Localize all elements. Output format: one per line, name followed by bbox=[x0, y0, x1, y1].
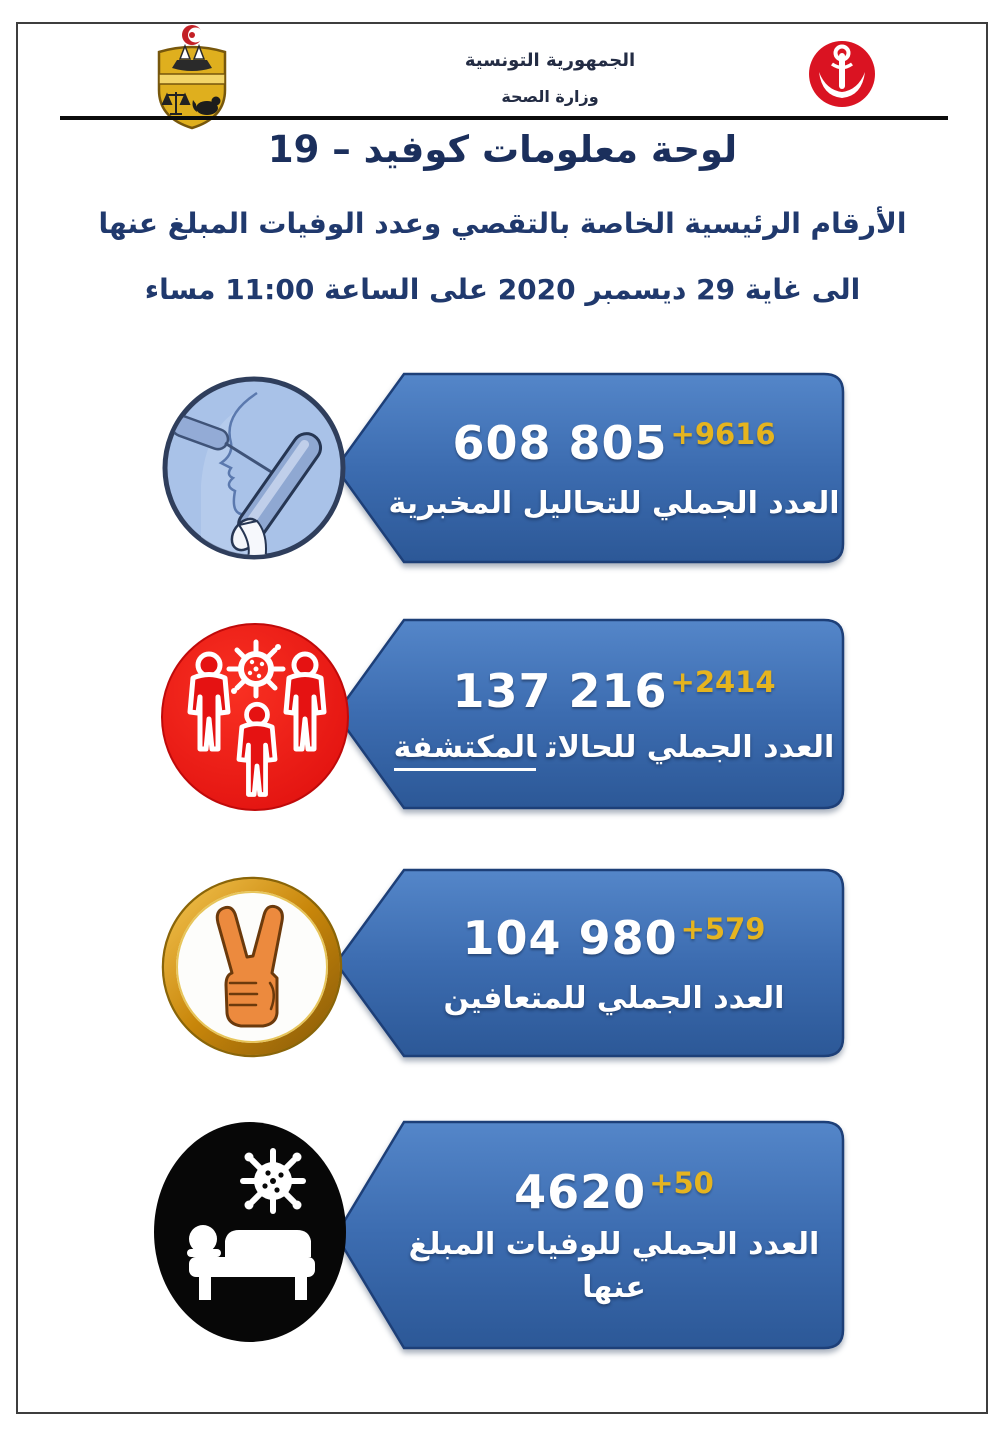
ministry-of-health-logo-icon bbox=[806, 38, 878, 110]
detected-cases-value: 137 216 bbox=[452, 663, 668, 718]
nasal-swab-test-icon bbox=[161, 375, 347, 561]
recovered-stats bbox=[392, 866, 836, 1060]
lab-tests-value: 608 805 bbox=[452, 415, 668, 470]
lab-tests-stats bbox=[388, 370, 840, 566]
republic-title: الجمهورية التونسية bbox=[464, 50, 636, 71]
subtitle-line1: الأرقام الرئيسية الخاصة بالتقصي وعدد الوفيات المبلغ عنها bbox=[98, 207, 907, 240]
reported-deaths-delta: +50 bbox=[649, 1166, 714, 1200]
recovered-value-row bbox=[463, 911, 766, 965]
detected-cases-delta: +2414 bbox=[670, 664, 776, 699]
virus-glyph bbox=[243, 1151, 303, 1211]
reported-deaths-value-row bbox=[514, 1165, 714, 1219]
infected-people-virus-icon bbox=[159, 621, 351, 813]
lab-tests-delta: +9616 bbox=[670, 416, 776, 451]
reported-deaths-label: العدد الجملي للوفيات المبلغ bbox=[408, 1227, 820, 1262]
patient-bed-virus-icon bbox=[151, 1119, 349, 1345]
recovered-delta: +579 bbox=[680, 911, 766, 946]
victory-hand-icon bbox=[160, 875, 344, 1059]
lab-tests-label: العدد الجملي للتحاليل المخبرية bbox=[388, 485, 840, 521]
detected-cases-label: العدد الجملي للحالاتالمكتشفة bbox=[394, 730, 835, 765]
detected-cases-stats bbox=[392, 616, 836, 812]
detected-cases-value-row bbox=[452, 664, 775, 718]
subtitle-line2: الى غاية 29 ديسمبر 2020 على الساعة 11:00 مساء bbox=[144, 273, 861, 306]
lab-tests-value-row bbox=[452, 416, 775, 470]
recovered-value: 104 980 bbox=[462, 910, 678, 965]
reported-deaths-stats bbox=[392, 1118, 836, 1352]
header-divider-line bbox=[60, 116, 948, 120]
virus-glyph bbox=[229, 642, 283, 696]
page-title: لوحة معلومات كوفيد – 19 bbox=[267, 128, 738, 171]
reported-deaths-value: 4620 bbox=[514, 1165, 647, 1219]
header-ministry-text bbox=[350, 50, 750, 106]
recovered-label: العدد الجملي للمتعافين bbox=[443, 980, 785, 1016]
reported-deaths-label-line2: عنها bbox=[582, 1270, 646, 1305]
ministry-title: وزارة الصحة bbox=[501, 87, 599, 106]
